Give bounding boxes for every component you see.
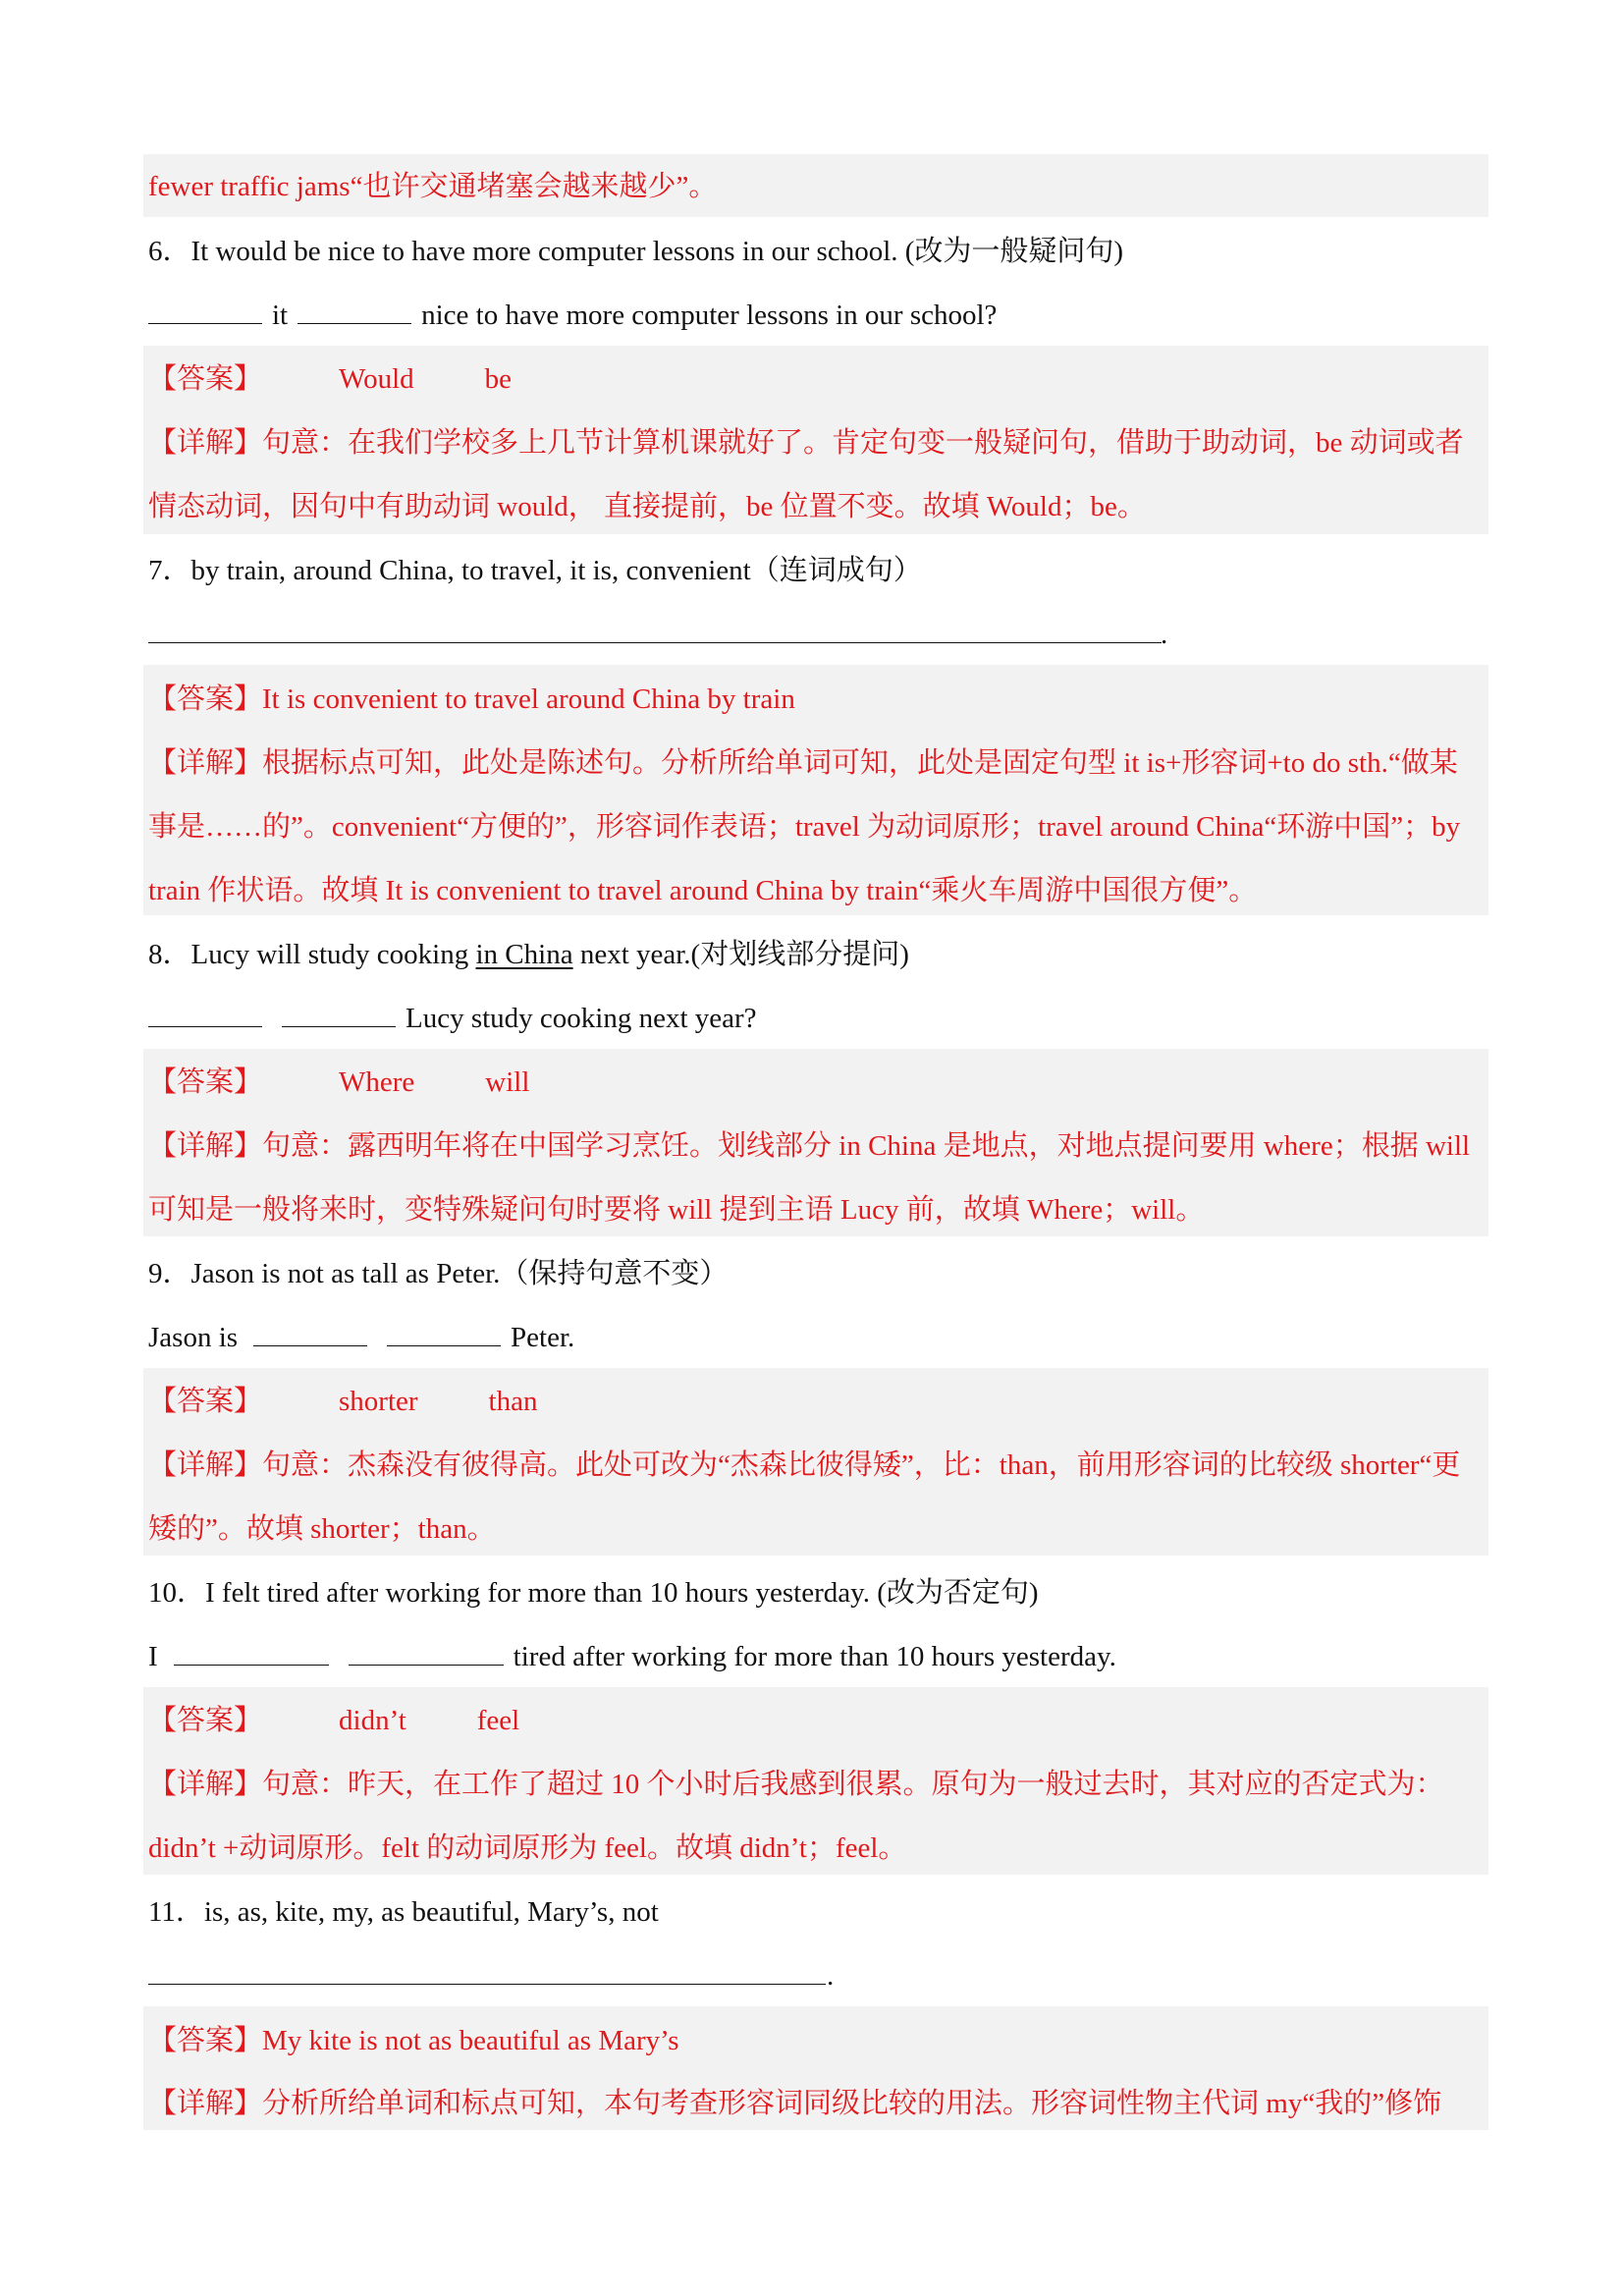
stem-text: next year.(对划线部分提问) xyxy=(572,939,909,970)
answer-line xyxy=(148,1061,1484,1104)
answer-blank[interactable] xyxy=(349,1635,504,1666)
answer-value: Where xyxy=(339,1066,415,1098)
explanation-text: didn’t +动词原形。felt 的动词原形为 feel。故填 didn’t；feel。 xyxy=(148,1832,907,1864)
stem-text: 8．Lucy will study cooking xyxy=(148,939,476,970)
explanation-text: 情态动词，因句中有助动词 would， 直接提前，be 位置不变。故填 Would；be。 xyxy=(148,491,1146,522)
answer-period: . xyxy=(827,1960,835,1992)
answer-line-blank[interactable] xyxy=(148,1984,826,1985)
answer-value: My kite is not as beautiful as Mary’s xyxy=(262,2025,679,2056)
explanation-line xyxy=(148,2082,1484,2125)
answer-blank[interactable] xyxy=(282,997,396,1027)
fill-text: Lucy study cooking next year? xyxy=(406,1003,757,1034)
answer-label: 【答案】 xyxy=(148,2025,263,2056)
explanation-line xyxy=(148,741,1484,785)
fill-text: I xyxy=(148,1641,158,1672)
fill-text: Jason is xyxy=(148,1322,239,1353)
explanation-label: 【详解】 xyxy=(148,427,263,459)
explanation-label: 【详解】 xyxy=(148,747,263,779)
answer-value: will xyxy=(485,1066,530,1098)
answer-value: than xyxy=(488,1386,538,1417)
explanation-text: 句意：杰森没有彼得高。此处可改为“杰森比彼得矮”，比：than，前用形容词的比较级 shorter“更 xyxy=(262,1449,1461,1481)
explanation-text: 可知是一般将来时，变特殊疑问句时要将 will 提到主语 Lucy 前，故填 Where；will。 xyxy=(148,1194,1205,1226)
explanation-text: train 作状语。故填 It is convenient to travel around China by train“乘火车周游中国很方便”。 xyxy=(148,875,1258,906)
explanation-text: 句意：在我们学校多上几节计算机课就好了。肯定句变一般疑问句，借助于助动词，be 动词或者 xyxy=(262,427,1464,459)
answer-label: 【答案】 xyxy=(148,1066,263,1098)
question-8-fill xyxy=(148,997,1484,1040)
answer-line xyxy=(148,678,1484,721)
explanation-label: 【详解】 xyxy=(148,2088,263,2119)
fill-text: Peter. xyxy=(511,1322,575,1353)
answer-blank[interactable] xyxy=(298,294,411,324)
question-8-stem xyxy=(148,933,1484,976)
answer-label: 【答案】 xyxy=(148,683,263,715)
answer-blank[interactable] xyxy=(253,1316,367,1346)
explanation-text: fewer traffic jams“也许交通堵塞会越来越少”。 xyxy=(148,171,718,202)
explanation-label: 【详解】 xyxy=(148,1769,263,1800)
question-10-stem: 10．I felt tired after working for more than 10 hours yesterday. (改为否定句) xyxy=(148,1577,1039,1609)
explanation-text: 事是……的”。convenient“方便的”，形容词作表语；travel 为动词原形；travel around China“环游中国”；by xyxy=(148,811,1461,843)
answer-blank[interactable] xyxy=(148,997,262,1027)
fill-text: tired after working for more than 10 hours yesterday. xyxy=(513,1641,1116,1672)
answer-value: It is convenient to travel around China by train xyxy=(262,683,795,715)
answer-label: 【答案】 xyxy=(148,363,263,395)
explanation-line xyxy=(148,1763,1484,1806)
explanation-text: 矮的”。故填 shorter；than。 xyxy=(148,1513,496,1545)
explanation-text: 句意：露西明年将在中国学习烹饪。划线部分 in China 是地点，对地点提问要用 where；根据 will xyxy=(262,1130,1471,1162)
fill-text: nice to have more computer lessons in our school? xyxy=(421,300,998,331)
question-6-fill xyxy=(148,294,1484,337)
answer-value: didn’t xyxy=(339,1705,406,1736)
question-9-stem: 9．Jason is not as tall as Peter.（保持句意不变） xyxy=(148,1258,729,1289)
explanation-line xyxy=(148,1444,1484,1487)
underlined-phrase: in China xyxy=(475,939,573,970)
explanation-text: 句意：昨天，在工作了超过 10 个小时后我感到很累。原句为一般过去时，其对应的否定式为： xyxy=(262,1769,1444,1800)
answer-line xyxy=(148,2019,1484,2062)
answer-value: shorter xyxy=(339,1386,418,1417)
question-7-stem: 7．by train, around China, to travel, it is, convenient（连词成句） xyxy=(148,555,922,586)
answer-label: 【答案】 xyxy=(148,1386,263,1417)
answer-blank[interactable] xyxy=(387,1316,501,1346)
question-11-stem: 11．is, as, kite, my, as beautiful, Mary’s, not xyxy=(148,1896,659,1928)
explanation-text: 分析所给单词和标点可知，本句考查形容词同级比较的用法。形容词性物主代词 my“我的”修饰 xyxy=(262,2088,1442,2119)
answer-value: Would xyxy=(339,363,414,395)
explanation-text: 根据标点可知，此处是陈述句。分析所给单词可知，此处是固定句型 it is+形容词+to do sth.“做某 xyxy=(262,747,1458,779)
explanation-line xyxy=(148,1124,1484,1168)
question-10-fill xyxy=(148,1635,1484,1678)
explanation-label: 【详解】 xyxy=(148,1130,263,1162)
answer-value: be xyxy=(484,363,512,395)
explanation-line xyxy=(148,421,1484,465)
fill-word: it xyxy=(272,300,289,331)
question-9-fill xyxy=(148,1316,1484,1359)
answer-line xyxy=(148,1699,1484,1742)
question-6-stem: 6．It would be nice to have more computer lessons in our school. (改为一般疑问句) xyxy=(148,236,1124,267)
answer-blank[interactable] xyxy=(174,1635,329,1666)
answer-line-blank[interactable] xyxy=(148,642,1162,643)
answer-blank[interactable] xyxy=(148,294,262,324)
answer-value: feel xyxy=(476,1705,520,1736)
explanation-label: 【详解】 xyxy=(148,1449,263,1481)
answer-label: 【答案】 xyxy=(148,1705,263,1736)
answer-line xyxy=(148,357,1484,401)
answer-period: . xyxy=(1161,619,1168,650)
answer-line xyxy=(148,1380,1484,1423)
